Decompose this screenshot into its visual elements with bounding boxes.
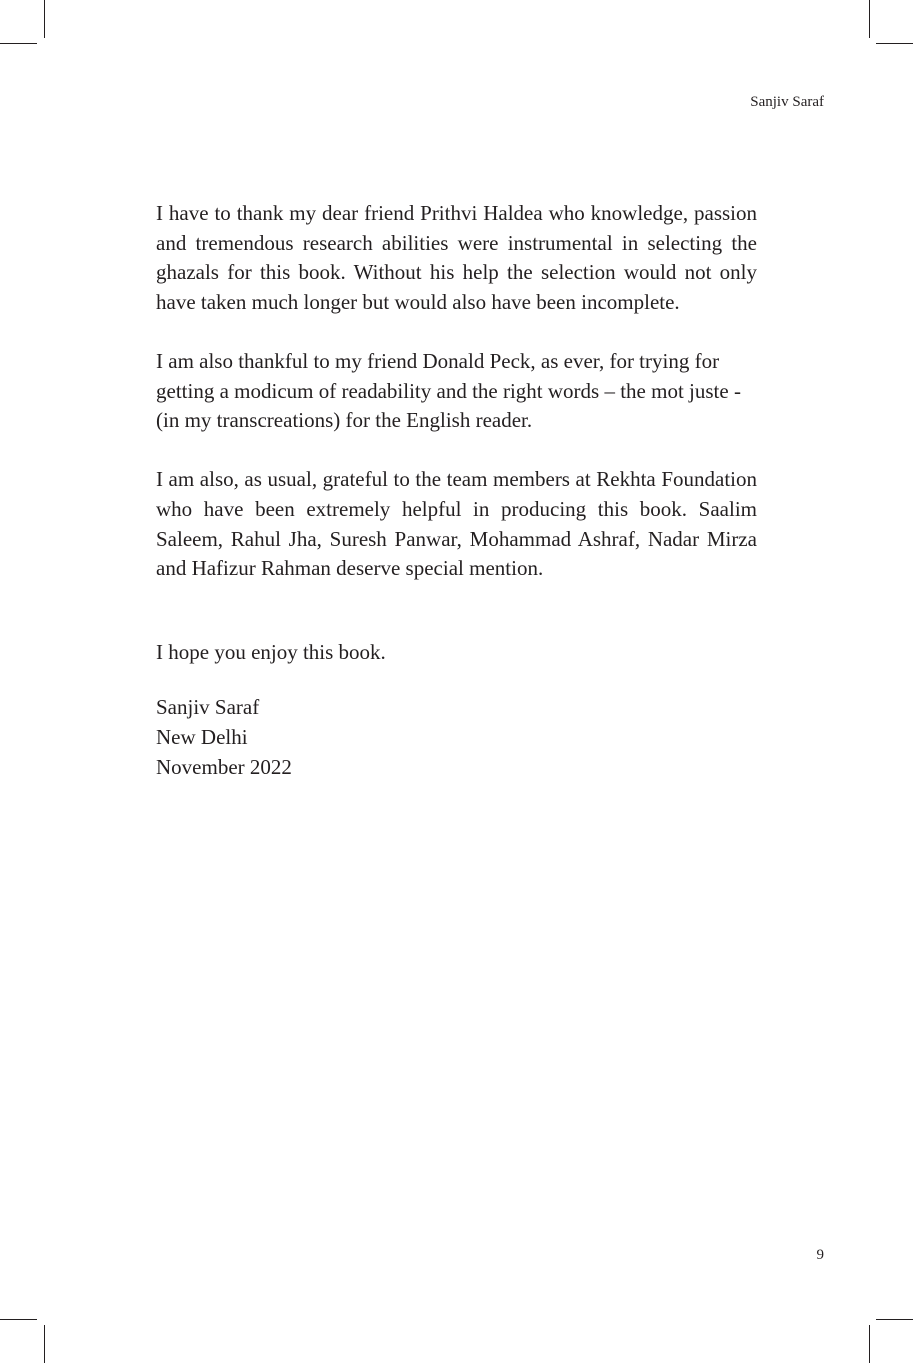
signature-date: November 2022: [156, 754, 292, 779]
crop-mark-bottom-left-vertical: [44, 1325, 45, 1363]
signature-name: Sanjiv Saraf: [156, 695, 260, 720]
paragraph-thanks-rekhta: I am also, as usual, grateful to the team members at Rekhta Foundation who have been extremely helpful in producing this book. Saalim Saleem, Rahul Jha, Suresh Panwar, Mohammad Ashraf, Nadar Mirza and Hafizur Rahman deserve special mention.: [156, 467, 757, 581]
crop-mark-bottom-left-horizontal: [0, 1319, 37, 1320]
crop-mark-top-right-vertical: [869, 0, 870, 38]
crop-mark-top-left-vertical: [44, 0, 45, 38]
paragraph-thanks-haldea: I have to thank my dear friend Prithvi Haldea who knowledge, passion and tremendous research abilities were instrumental in selecting the ghazals for this book. Without his help the selection would not only have taken much longer but would also have been incomplete.: [156, 201, 757, 314]
signature-place: New Delhi: [156, 724, 248, 749]
crop-mark-bottom-right-vertical: [869, 1325, 870, 1363]
page-number: 9: [816, 1247, 824, 1263]
running-head: Sanjiv Saraf: [750, 94, 824, 110]
crop-mark-top-left-horizontal: [0, 43, 37, 44]
crop-mark-top-right-horizontal: [876, 43, 913, 44]
acknowledgement-body: [156, 199, 757, 782]
paragraph-closing: I hope you enjoy this book.: [156, 639, 386, 664]
paragraph-thanks-peck: I am also thankful to my friend Donald Peck, as ever, for trying for getting a modicum of readability and the right words – the mot juste - (in my transcreations) for the English reader.: [156, 348, 741, 433]
crop-mark-bottom-right-horizontal: [876, 1319, 913, 1320]
signature-block: [156, 693, 757, 782]
